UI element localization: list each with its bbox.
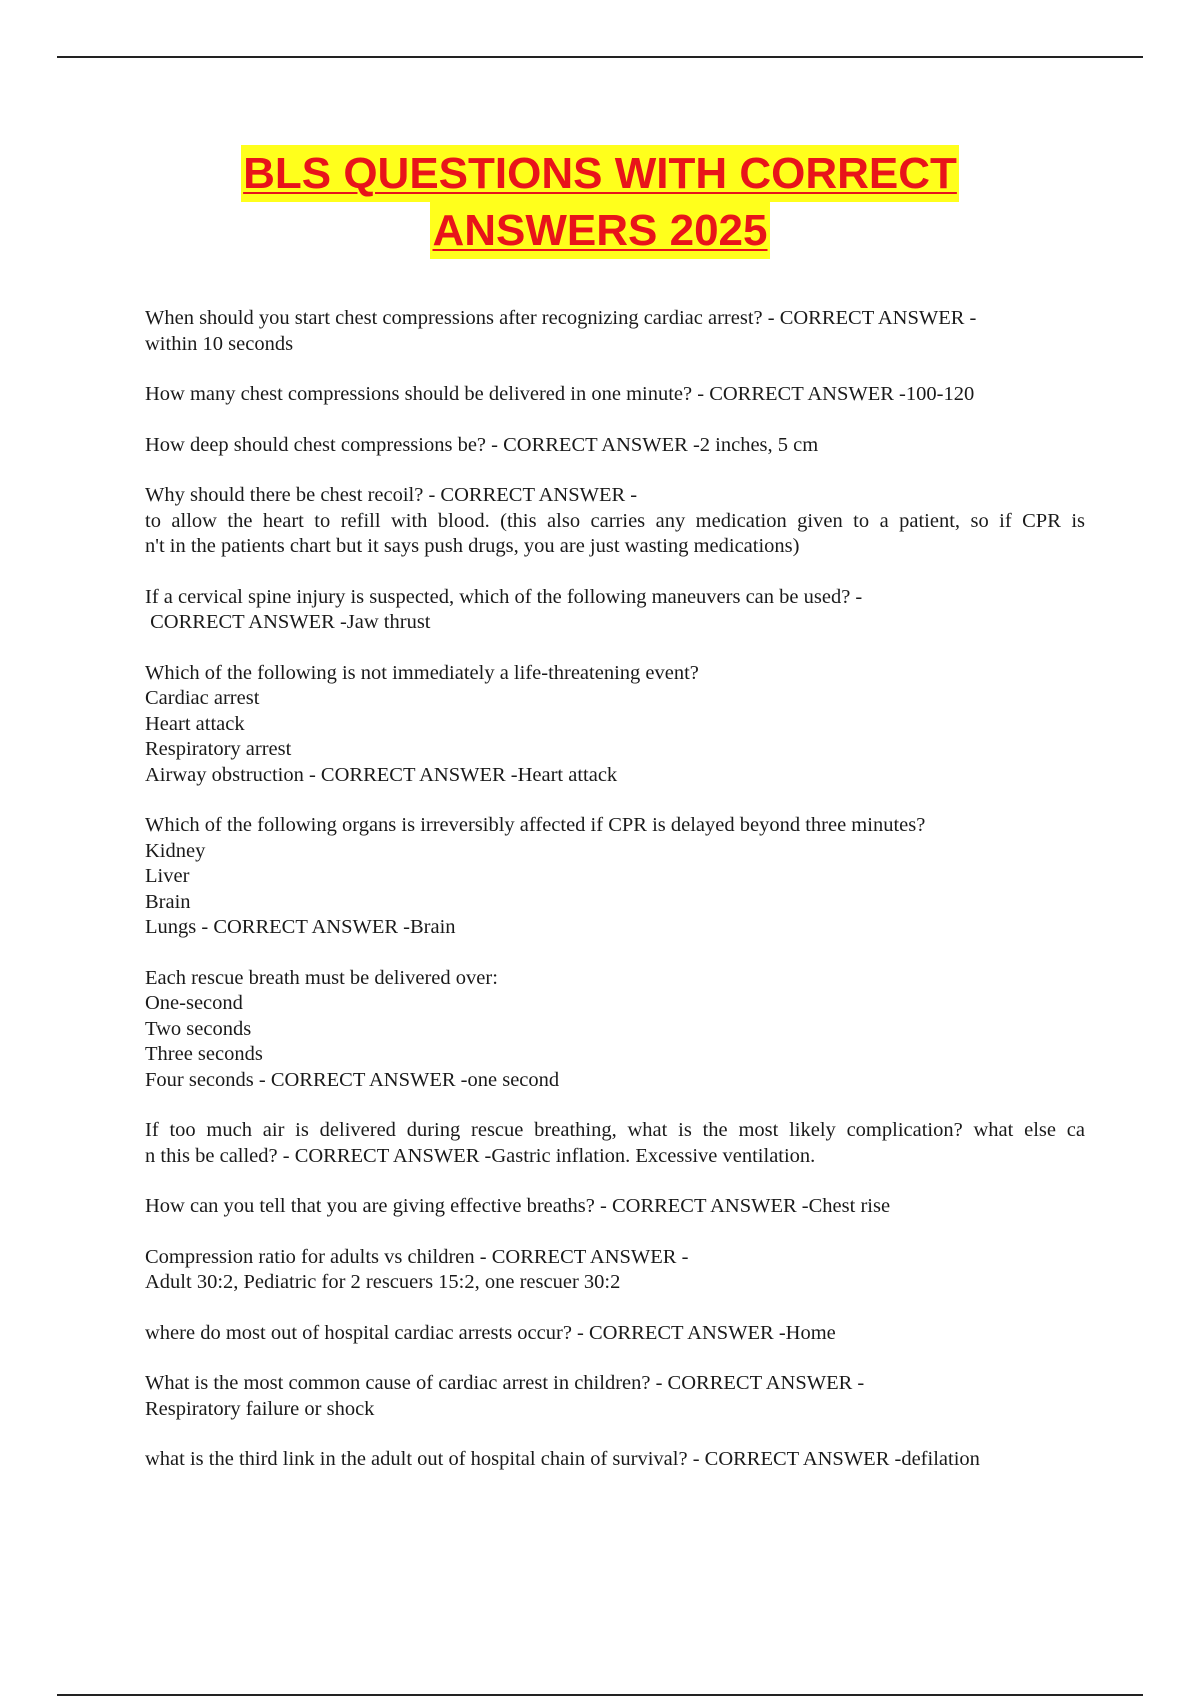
qa-line: CORRECT ANSWER -Jaw thrust bbox=[145, 611, 431, 633]
document-title bbox=[0, 145, 1200, 259]
qa-line: Airway obstruction - CORRECT ANSWER -Heart attack bbox=[145, 763, 618, 786]
qa-item bbox=[145, 1321, 1085, 1347]
qa-line: Kidney bbox=[145, 839, 206, 862]
qa-line: Four seconds - CORRECT ANSWER -one second bbox=[145, 1068, 560, 1091]
qa-item bbox=[145, 966, 1085, 1094]
qa-line: Each rescue breath must be delivered over: bbox=[145, 966, 498, 989]
title-line-1: BLS QUESTIONS WITH CORRECT bbox=[241, 145, 959, 202]
qa-line: n't in the patients chart but it says push drugs, you are just wasting medications) bbox=[145, 535, 800, 557]
qa-line: Why should there be chest recoil? - CORRECT ANSWER - bbox=[145, 484, 638, 506]
qa-item bbox=[145, 813, 1085, 941]
qa-line: what is the third link in the adult out of hospital chain of survival? - CORRECT ANSWER -defilation bbox=[145, 1448, 980, 1470]
qa-line: within 10 seconds bbox=[145, 332, 294, 355]
title-line-2: ANSWERS 2025 bbox=[430, 202, 769, 259]
qa-line: Brain bbox=[145, 890, 191, 913]
qa-item bbox=[145, 1245, 1085, 1296]
qa-line: If too much air is delivered during rescue breathing, what is the most likely complication? what else ca bbox=[145, 1119, 1085, 1141]
qa-item bbox=[145, 1447, 1085, 1473]
qa-list bbox=[145, 306, 1085, 1498]
qa-line: Which of the following is not immediately a life-threatening event? bbox=[145, 661, 699, 684]
top-rule bbox=[57, 56, 1143, 58]
qa-item bbox=[145, 585, 1085, 636]
bottom-rule bbox=[57, 1694, 1143, 1696]
qa-line: Compression ratio for adults vs children - CORRECT ANSWER - bbox=[145, 1245, 689, 1268]
qa-line: Respiratory failure or shock bbox=[145, 1397, 375, 1420]
qa-item bbox=[145, 1371, 1085, 1422]
qa-line: How deep should chest compressions be? - CORRECT ANSWER -2 inches, 5 cm bbox=[145, 433, 819, 456]
qa-line: How many chest compressions should be delivered in one minute? - CORRECT ANSWER -100-120 bbox=[145, 383, 975, 405]
qa-line: Lungs - CORRECT ANSWER -Brain bbox=[145, 916, 456, 938]
qa-line: Three seconds bbox=[145, 1043, 263, 1065]
qa-line: One-second bbox=[145, 992, 243, 1014]
qa-item bbox=[145, 483, 1085, 560]
qa-line: When should you start chest compressions after recognizing cardiac arrest? - CORRECT ANSWER - bbox=[145, 307, 977, 329]
qa-line: What is the most common cause of cardiac arrest in children? - CORRECT ANSWER - bbox=[145, 1372, 865, 1394]
qa-line: Heart attack bbox=[145, 712, 245, 735]
qa-line: How can you tell that you are giving effective breaths? - CORRECT ANSWER -Chest rise bbox=[145, 1195, 891, 1217]
qa-item bbox=[145, 661, 1085, 789]
qa-line: Respiratory arrest bbox=[145, 738, 292, 760]
qa-line: Liver bbox=[145, 865, 190, 887]
qa-line: Which of the following organs is irreversibly affected if CPR is delayed beyond three minutes? bbox=[145, 814, 926, 836]
qa-line: to allow the heart to refill with blood. (this also carries any medication given to a patient, so if CPR is bbox=[145, 509, 1085, 532]
qa-item bbox=[145, 382, 1085, 408]
qa-item bbox=[145, 1194, 1085, 1220]
qa-item bbox=[145, 433, 1085, 459]
qa-line: Adult 30:2, Pediatric for 2 rescuers 15:2, one rescuer 30:2 bbox=[145, 1271, 621, 1293]
qa-item bbox=[145, 1118, 1085, 1169]
qa-item bbox=[145, 306, 1085, 357]
qa-line: Two seconds bbox=[145, 1017, 252, 1040]
qa-line: If a cervical spine injury is suspected, which of the following maneuvers can be used? - bbox=[145, 585, 863, 608]
qa-line: n this be called? - CORRECT ANSWER -Gastric inflation. Excessive ventilation. bbox=[145, 1144, 816, 1167]
qa-line: Cardiac arrest bbox=[145, 687, 260, 709]
qa-line: where do most out of hospital cardiac arrests occur? - CORRECT ANSWER -Home bbox=[145, 1321, 836, 1344]
